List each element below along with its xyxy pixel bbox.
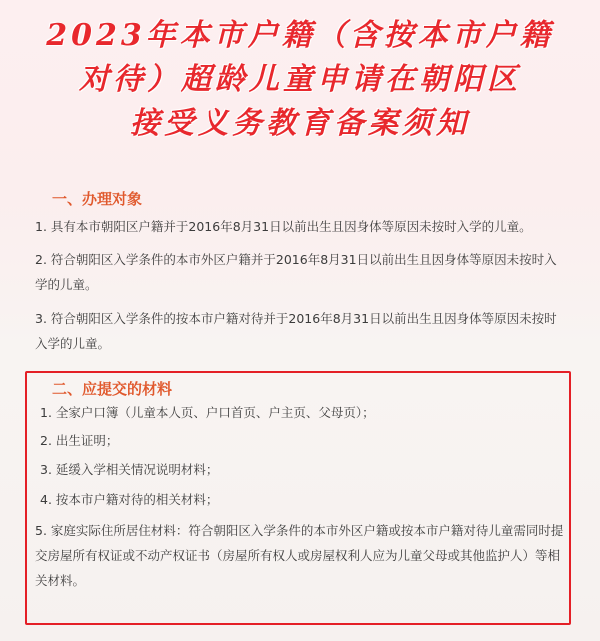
section2-item: 1. 全家户口簿（儿童本人页、户口首页、户主页、父母页）； [40,405,375,420]
section2-item: 4. 按本市户籍对待的相关材料； [40,492,219,507]
section2-item: 3. 延缓入学相关情况说明材料； [40,462,219,477]
page-title [0,14,600,146]
section1-item: 2. 符合朝阳区入学条件的本市外区户籍并于2016年8月31日以前出生且因身体等原因未按时入学的儿童。 [35,252,557,292]
section2-item: 2. 出生证明； [40,433,119,448]
title-line-1: 2023年本市户籍（含按本市户籍 [46,18,554,53]
title-line-2: 对待）超龄儿童申请在朝阳区 [79,62,521,97]
section1-item: 3. 符合朝阳区入学条件的按本市户籍对待并于2016年8月31日以前出生且因身体等原因未按时入学的儿童。 [35,311,557,351]
section2-heading: 二、应提交的材料 [52,380,173,398]
section2-item: 5. 家庭实际住所居住材料：符合朝阳区入学条件的本市外区户籍或按本市户籍对待儿童需同时提交房屋所有权证或不动产权证书（房屋所有权人或房屋权利人应为儿童父母或其他监护人）等相关材料。 [35,523,564,588]
section1-item: 1. 具有本市朝阳区户籍并于2016年8月31日以前出生且因身体等原因未按时入学的儿童。 [35,219,532,234]
section1-heading: 一、办理对象 [52,190,143,208]
title-line-3: 接受义务教育备案须知 [130,106,470,141]
